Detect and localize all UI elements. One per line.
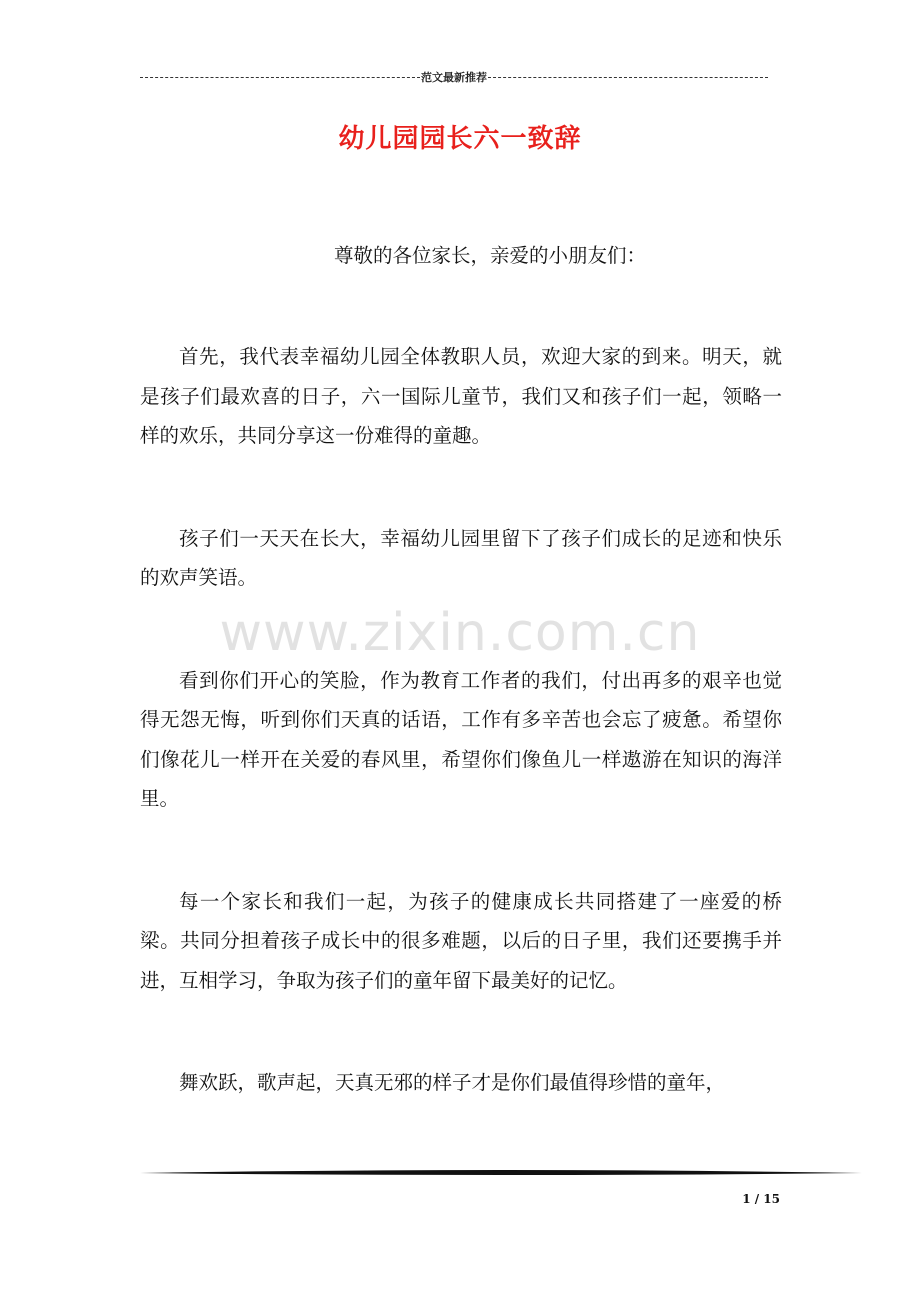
header-label: 范文最新推荐 (421, 71, 487, 84)
greeting: 尊敬的各位家长，亲爱的小朋友们： (334, 244, 647, 267)
watermark: www.zixin.com.cn (219, 603, 701, 663)
page-number: 1 / 15 (742, 1192, 780, 1206)
page-header (140, 68, 768, 86)
document-body (140, 238, 782, 1166)
paragraph-2: 孩子们一天天在长大，幸福幼儿园里留下了孩子们成长的足迹和快乐的欢声笑语。 (140, 526, 782, 589)
document-title: 幼儿园园长六一致辞 (338, 124, 582, 154)
header-dash-left (140, 77, 420, 78)
paragraph-3: 看到你们开心的笑脸，作为教育工作者的我们，付出再多的艰辛也觉得无怨无悔，听到你们天真的话语，工作有多辛苦也会忘了疲惫。希望你们像花儿一样开在关爱的春风里，希望你们像鱼儿一样遨游在知识的海洋里。 (140, 668, 782, 810)
paragraph-1: 首先，我代表幸福幼儿园全体教职人员，欢迎大家的到来。明天，就是孩子们最欢喜的日子，六一国际儿童节，我们又和孩子们一起，领略一样的欢乐，共同分享这一份难得的童趣。 (140, 345, 782, 447)
footer-rule (140, 1168, 862, 1178)
header-dash-right (488, 77, 768, 78)
paragraph-4: 每一个家长和我们一起，为孩子的健康成长共同搭建了一座爱的桥梁。共同分担着孩子成长中的很多难题，以后的日子里，我们还要携手并进，互相学习，争取为孩子们的童年留下最美好的记忆。 (140, 889, 782, 992)
paragraph-5: 舞欢跃，歌声起，天真无邪的样子才是你们最值得珍惜的童年， (179, 1071, 726, 1094)
